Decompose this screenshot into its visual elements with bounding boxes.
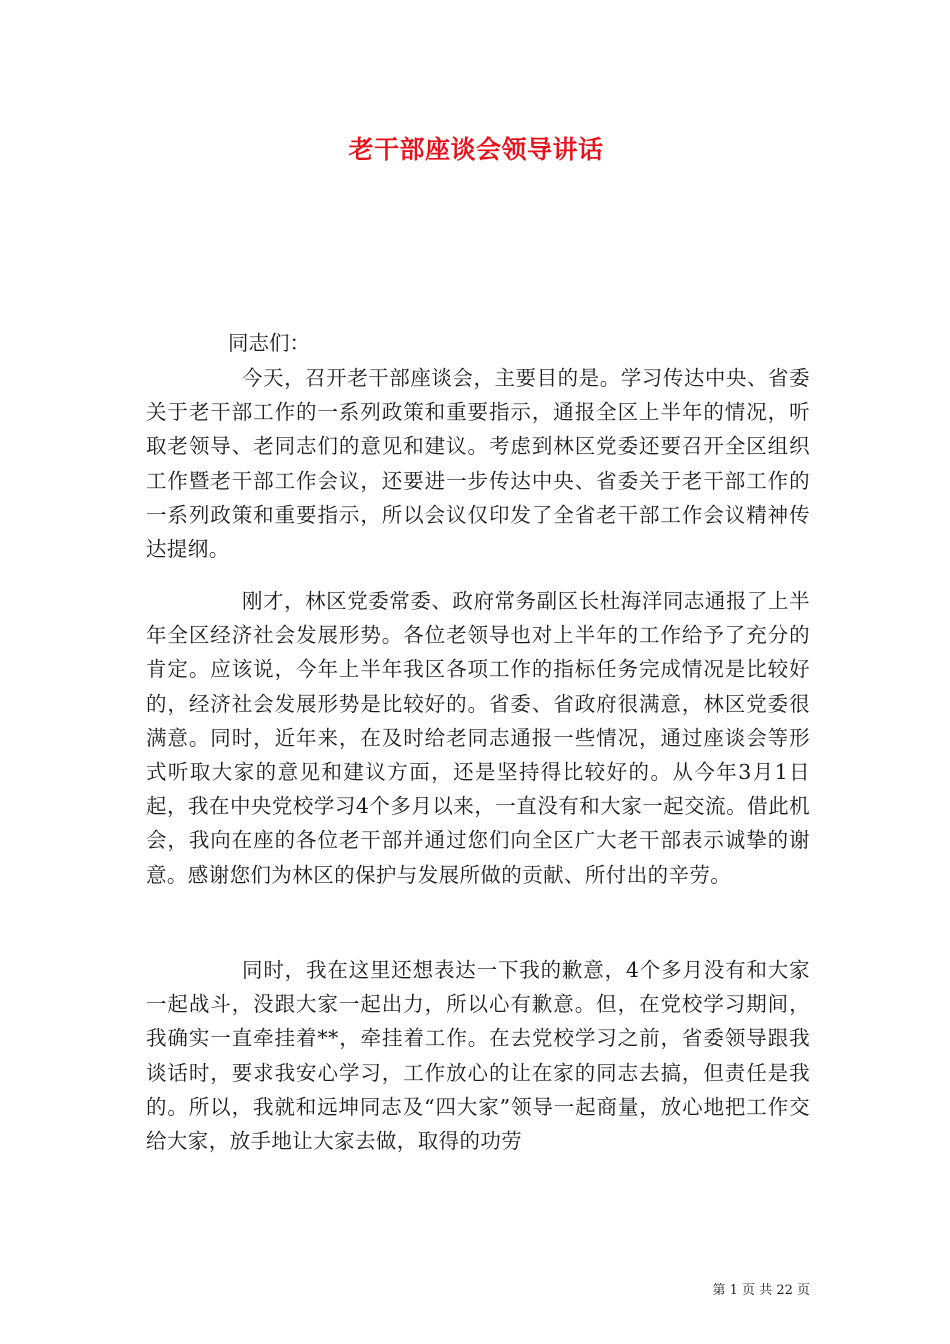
page-number: 第 1 页 共 22 页 — [712, 1283, 810, 1298]
paragraph-2: 刚才，林区党委常委、政府常务副区长杜海洋同志通报了上半年全区经济社会发展形势。各位老领导也对上半年的工作给予了充分的肯定。应该说，今年上半年我区各项工作的指标任务完成情况是比较好的，经济社会发展形势是比较好的。省委、省政府很满意，林区党委很满意。同时，近年来，在及时给老同志通报一些情况，通过座谈会等形式听取大家的意见和建议方面，还是坚持得比较好的。从今年3月1日起，我在中央党校学习4个多月以来，一直没有和大家一起交流。借此机会，我向在座的各位老干部并通过您们向全区广大老干部表示诚挚的谢意。感谢您们为林区的保护与发展所做的贡献、所付出的辛劳。 — [146, 589, 810, 887]
paragraph-1: 今天，召开老干部座谈会，主要目的是。学习传达中央、省委关于老干部工作的一系列政策和重要指示，通报全区上半年的情况，听取老领导、老同志们的意见和建议。考虑到林区党委还要召开全区组织工作暨老干部工作会议，还要进一步传达中央、省委关于老干部工作的一系列政策和重要指示，所以会议仅印发了全省老干部工作会议精神传达提纲。 — [146, 366, 810, 562]
greeting: 同志们： — [228, 331, 310, 355]
paragraph-3: 同时，我在这里还想表达一下我的歉意，4个多月没有和大家一起战斗，没跟大家一起出力，所以心有歉意。但，在党校学习期间，我确实一直牵挂着**，牵挂着工作。在去党校学习之前，省委领导跟我谈话时，要求我安心学习，工作放心的让在家的同志去搞，但责任是我的。所以，我就和远坤同志及“四大家”领导一起商量，放心地把工作交给大家，放手地让大家去做，取得的功劳 — [146, 958, 810, 1154]
document-title: 老干部座谈会领导讲话 — [348, 135, 604, 164]
